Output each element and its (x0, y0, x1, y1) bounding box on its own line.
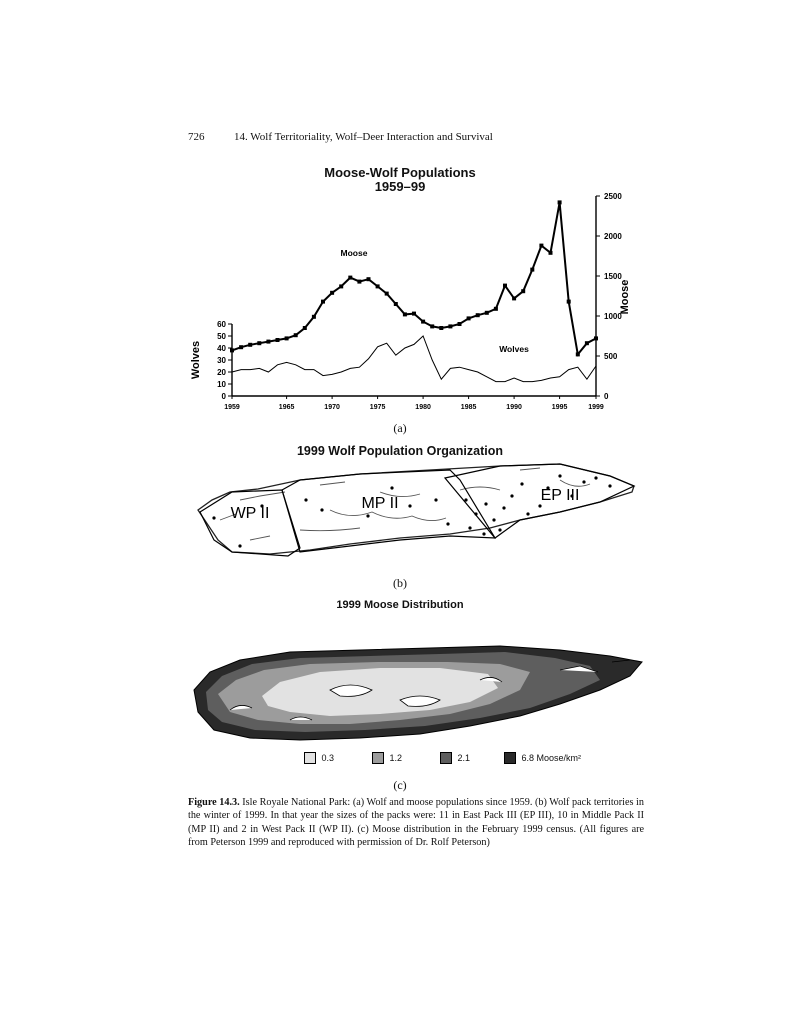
legend-item-0-3 (304, 752, 334, 764)
moose-point (266, 340, 270, 344)
right-axis-label: Moose (619, 279, 631, 315)
legend-label-6-8: 6.8 Moose/km² (521, 753, 582, 763)
right-tick-label: 0 (604, 392, 609, 401)
moose-annotation: Moose (340, 248, 368, 258)
wolf-location-dot (502, 506, 505, 509)
moose-wolf-chart (0, 0, 800, 420)
legend-swatch-1-2 (372, 752, 384, 764)
moose-point (567, 300, 571, 304)
wolf-location-dot (390, 486, 393, 489)
moose-line (232, 202, 596, 354)
legend-label-2-1: 2.1 (457, 753, 471, 763)
right-tick-label: 1500 (604, 272, 622, 281)
moose-point (521, 289, 525, 293)
legend-item-6-8 (504, 752, 581, 764)
wolf-location-dot (510, 494, 513, 497)
left-tick-label: 20 (217, 368, 226, 377)
moose-point (421, 320, 425, 324)
running-head-title: 14. Wolf Territoriality, Wolf–Deer Interaction and Survival (234, 131, 493, 143)
moose-point (276, 338, 280, 342)
moose-point (285, 336, 289, 340)
moose-point (321, 300, 325, 304)
caption-label: Figure 14.3. (188, 797, 240, 808)
legend-label-0-3: 0.3 (321, 753, 335, 763)
wolf-location-dot (320, 508, 323, 511)
wolf-territory-map (0, 455, 800, 585)
figure-caption (188, 796, 644, 850)
left-tick-label: 30 (217, 356, 226, 365)
moose-point (294, 333, 298, 337)
left-tick-label: 0 (221, 392, 226, 401)
wolves-annotation: Wolves (499, 344, 529, 354)
moose-point (549, 251, 553, 255)
chart-title-line1: Moose-Wolf Populations (324, 165, 476, 180)
x-tick-label: 1990 (506, 404, 522, 411)
moose-point (312, 315, 316, 319)
moose-point (348, 276, 352, 280)
x-tick-label: 1995 (551, 404, 568, 411)
moose-point (439, 326, 443, 330)
wolf-location-dot (484, 502, 487, 505)
left-tick-label: 50 (217, 332, 226, 341)
moose-point (403, 312, 407, 316)
left-tick-label: 10 (217, 380, 226, 389)
moose-point (467, 316, 471, 320)
moose-point (339, 284, 343, 288)
right-tick-label: 500 (604, 352, 618, 361)
wolf-location-dot (366, 514, 369, 517)
legend-label-1-2: 1.2 (389, 753, 403, 763)
legend-swatch-0-3 (304, 752, 316, 764)
moose-point (558, 200, 562, 204)
x-tick-label: 1959 (224, 404, 240, 411)
legend-swatch-6-8 (504, 752, 516, 764)
moose-point (494, 307, 498, 311)
moose-density-map (0, 640, 800, 760)
wolf-location-dot (464, 498, 467, 501)
x-tick-label: 1980 (415, 404, 431, 411)
moose-point (248, 343, 252, 347)
wolf-location-dot (212, 516, 215, 519)
moose-point (367, 277, 371, 281)
moose-point (385, 292, 389, 296)
moose-point (376, 284, 380, 288)
moose-point (539, 244, 543, 248)
x-tick-label: 1970 (324, 404, 340, 411)
x-tick-label: 1985 (460, 404, 477, 411)
territory-label-ep-iii: EP III (540, 487, 580, 504)
wolf-location-dot (498, 528, 501, 531)
moose-point (585, 341, 589, 345)
right-tick-label: 1000 (604, 312, 622, 321)
wolf-location-dot (526, 512, 529, 515)
moose-point (448, 324, 452, 328)
moose-point (576, 352, 580, 356)
moose-point (594, 336, 598, 340)
wolf-location-dot (238, 544, 241, 547)
moose-point (476, 313, 480, 317)
wolf-location-dot (474, 512, 477, 515)
wolf-location-dot (304, 498, 307, 501)
legend-item-2-1 (440, 752, 470, 764)
panel-a-letter: (a) (393, 421, 407, 435)
caption-text: Isle Royale National Park: (a) Wolf and moose populations since 1959. (b) Wolf pack territories in the winter of 1999. In that year the sizes of the packs were: 11 in East Pack III (EP III), 10 in Middle Pack II (MP II) and 2 in West Pack II (WP II). (c) Moose distribution in the February 1999 census. (All figures are from Peterson 1999 and reproduced with permission of Dr. Rolf Peterson) (188, 797, 644, 849)
moose-point (257, 341, 261, 345)
moose-point (412, 312, 416, 316)
moose-point (230, 348, 234, 352)
wolf-location-dot (594, 476, 597, 479)
left-tick-label: 40 (217, 344, 226, 353)
moose-point (303, 326, 307, 330)
wolf-location-dot (446, 522, 449, 525)
moose-point (330, 291, 334, 295)
panel-c-letter: (c) (393, 778, 407, 792)
moose-point (394, 302, 398, 306)
panel-b-letter: (b) (393, 576, 407, 590)
moose-point (458, 322, 462, 326)
legend-item-1-2 (372, 752, 402, 764)
wolf-map-title: 1999 Wolf Population Organization (296, 444, 504, 458)
right-tick-label: 2500 (604, 192, 622, 201)
wolf-location-dot (520, 482, 523, 485)
moose-legend (304, 752, 604, 766)
territory-label-mp-ii: MP II (361, 495, 399, 512)
page-number: 726 (188, 131, 205, 143)
wolf-location-dot (468, 526, 471, 529)
moose-point (239, 345, 243, 349)
right-tick-label: 2000 (604, 232, 622, 241)
wolf-location-dot (582, 480, 585, 483)
legend-swatch-2-1 (440, 752, 452, 764)
wolf-location-dot (492, 518, 495, 521)
moose-point (503, 284, 507, 288)
wolf-location-dot (608, 484, 611, 487)
wolf-location-dot (558, 474, 561, 477)
left-tick-label: 60 (217, 320, 226, 329)
moose-point (530, 268, 534, 272)
moose-point (430, 324, 434, 328)
wolves-line (232, 336, 596, 382)
x-tick-label: 1975 (369, 404, 386, 411)
chart-title-line2: 1959–99 (374, 179, 426, 194)
moose-point (357, 280, 361, 284)
x-tick-label: 1965 (278, 404, 295, 411)
moose-point (485, 311, 489, 315)
moose-map-title: 1999 Moose Distribution (336, 599, 464, 611)
wolf-location-dot (482, 532, 485, 535)
moose-point (512, 296, 516, 300)
x-tick-label: 1999 (588, 404, 604, 411)
chart-series (230, 200, 598, 381)
wolf-location-dot (434, 498, 437, 501)
territory-label-wp-ii: WP II (230, 505, 270, 522)
wolf-location-dot (538, 504, 541, 507)
wolf-location-dot (408, 504, 411, 507)
left-axis-label: Wolves (190, 340, 202, 380)
